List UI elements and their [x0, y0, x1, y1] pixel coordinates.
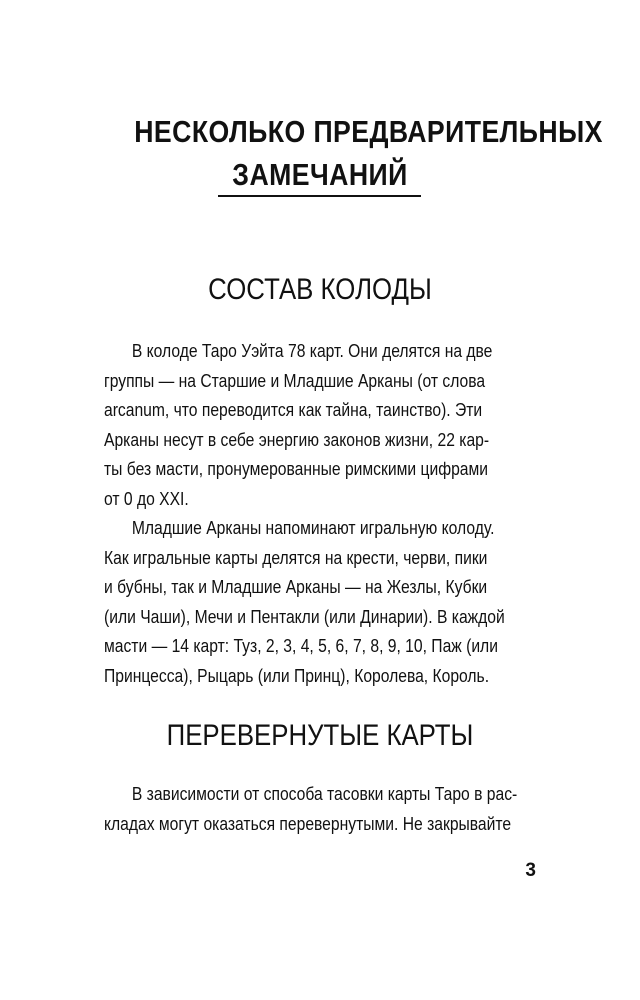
- text-line: Принцесса), Рыцарь (или Принц), Королева, Король.: [104, 665, 490, 686]
- section-heading-reversed-cards: ПЕРЕВЕРНУТЫЕ КАРТЫ: [166, 719, 474, 752]
- text-line: Арканы несут в себе энергию законов жизни, 22 кар-: [104, 429, 490, 450]
- text-line: В колоде Таро Уэйта 78 карт. Они делятся на две: [131, 341, 493, 361]
- chapter-title-line: ЗАМЕЧАНИЙ: [232, 157, 408, 192]
- text-line: В зависимости от способа тасовки карты Таро в рас-: [131, 784, 518, 804]
- section-heading-deck-composition: СОСТАВ КОЛОДЫ: [208, 273, 432, 306]
- paragraph: [104, 337, 536, 515]
- book-page: [104, 0, 603, 1000]
- paragraph: [104, 780, 536, 839]
- paragraph: [104, 514, 536, 692]
- text-line: Младшие Арканы напоминают игральную колоду.: [131, 518, 495, 538]
- text-line: масти — 14 карт: Туз, 2, 3, 4, 5, 6, 7, 8, 9, 10, Паж (или: [104, 636, 498, 657]
- page-number: 3: [525, 860, 536, 881]
- text-line: от 0 до XXI.: [104, 488, 189, 509]
- text-line: (или Чаши), Мечи и Пентакли (или Динарии). В каждой: [104, 606, 505, 627]
- text-line: Как игральные карты делятся на крести, черви, пики: [104, 547, 488, 568]
- text-line: arcanum, что переводится как тайна, таинство). Эти: [104, 400, 483, 421]
- text-line: и бубны, так и Младшие Арканы — на Жезлы, Кубки: [104, 577, 488, 598]
- text-line: ты без масти, пронумерованные римскими цифрами: [104, 459, 489, 480]
- chapter-title: [134, 110, 603, 196]
- text-line: кладах могут оказаться перевернутыми. Не закрывайте: [104, 813, 512, 834]
- chapter-title-line: НЕСКОЛЬКО ПРЕДВАРИТЕЛЬНЫХ: [134, 114, 603, 149]
- text-line: группы — на Старшие и Младшие Арканы (от слова: [104, 370, 486, 391]
- title-underline: [218, 195, 421, 197]
